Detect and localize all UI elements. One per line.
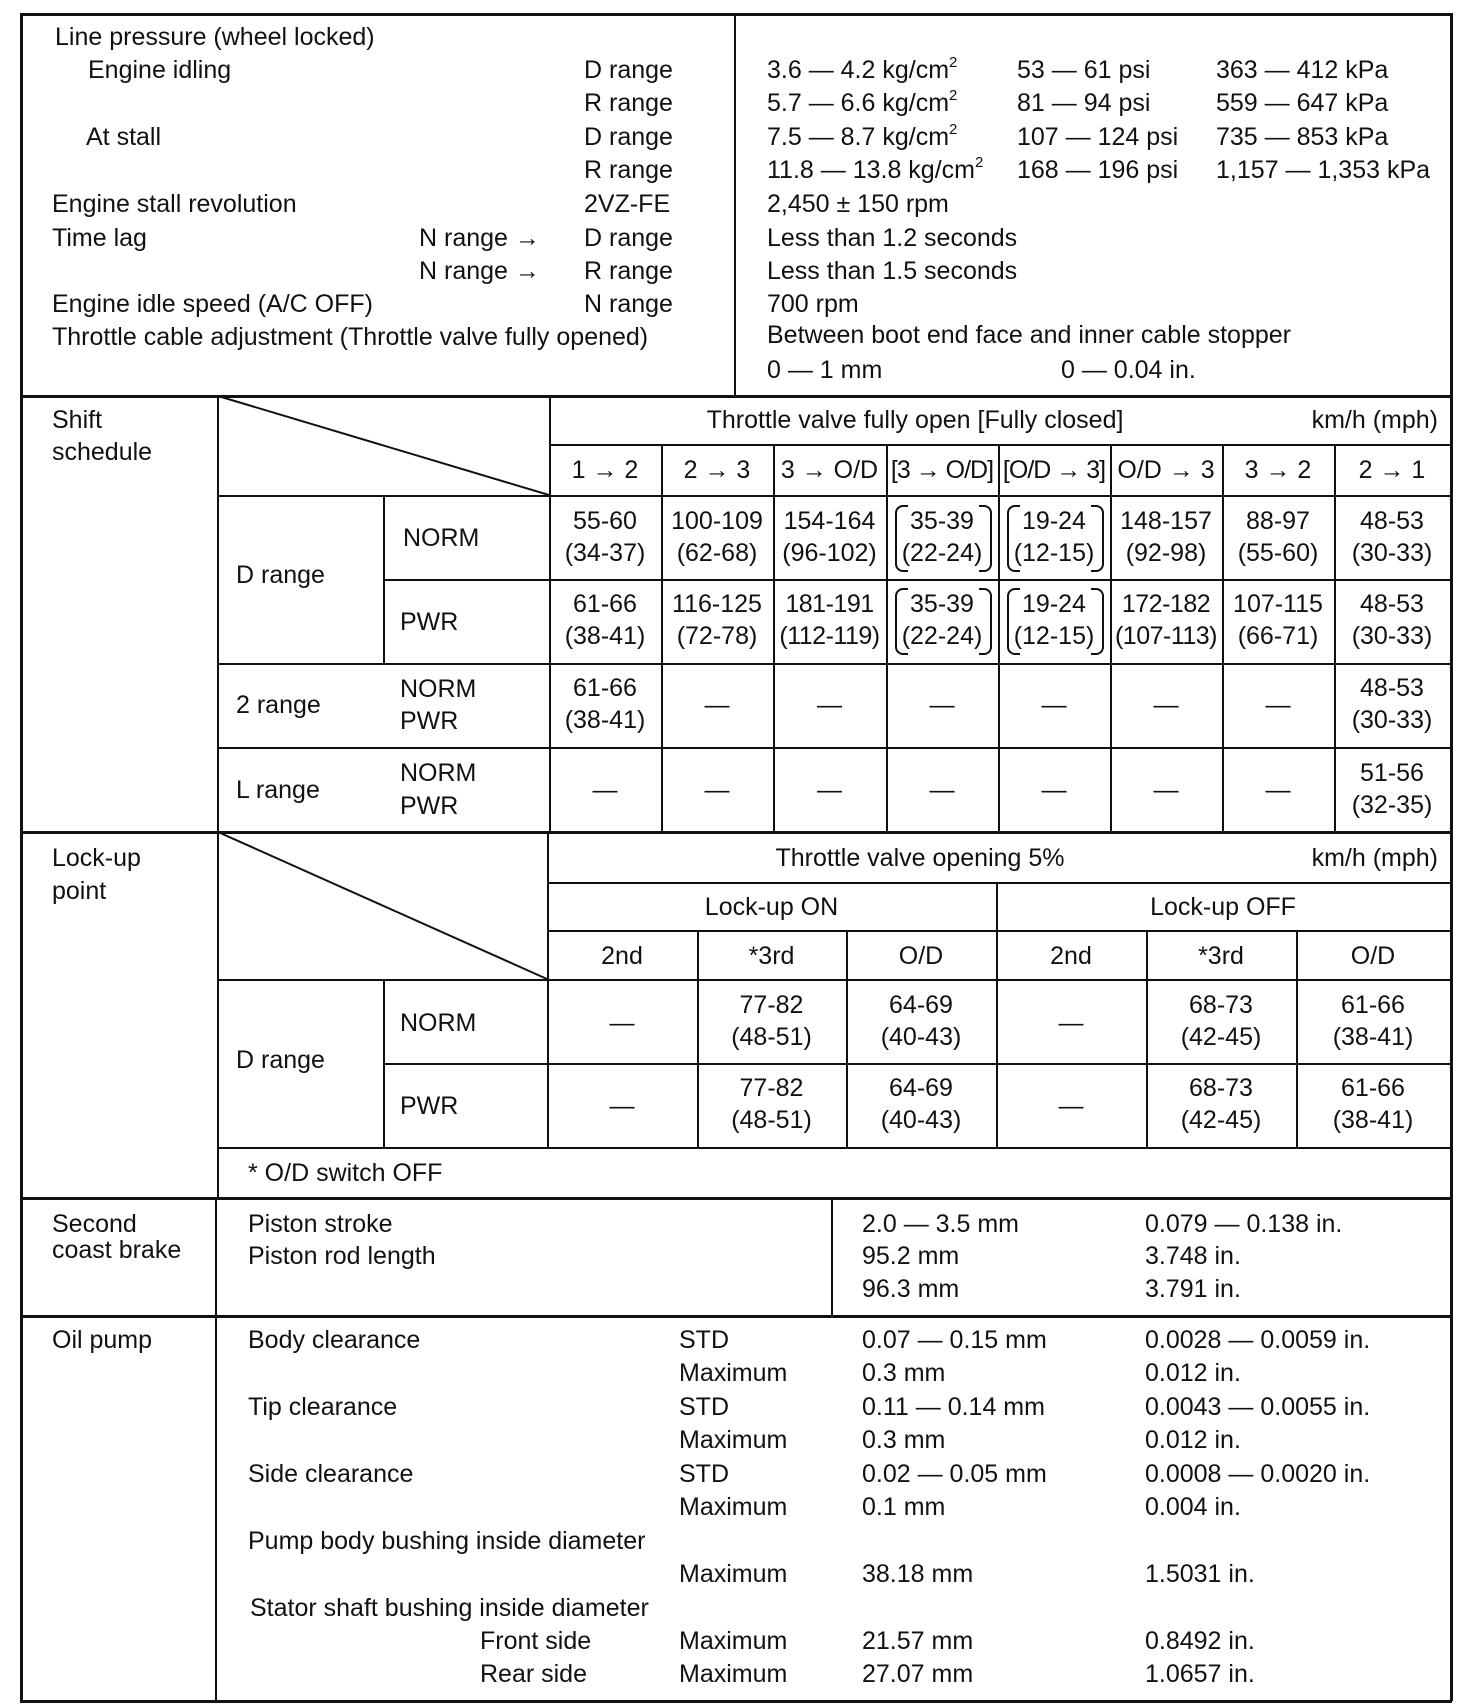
- shift-d-norm-kmh: 148-157: [1120, 507, 1212, 535]
- lockup-pwr-kmh: —: [609, 1092, 635, 1120]
- shift-d-pwr-cell: [773, 589, 886, 651]
- pump-stator-front-in: 0.8492 in.: [1145, 1627, 1255, 1655]
- idle-n-range: N range: [584, 290, 673, 318]
- lockup-pwr-label: PWR: [400, 1092, 459, 1120]
- bracket-left: [1007, 588, 1020, 655]
- lockup-norm-mph: (42-45): [1180, 1023, 1262, 1051]
- shift-2-mph: (38-41): [564, 706, 646, 734]
- brake-stroke-in: 0.079 — 0.138 in.: [1145, 1210, 1343, 1238]
- bracket-right: [979, 588, 992, 655]
- shift-col-header-6: O/D → 3: [1117, 456, 1215, 484]
- pump-stator-front-mm: 21.57 mm: [862, 1627, 974, 1655]
- lockup-d-range-label: D range: [236, 1046, 325, 1074]
- shift-d-norm-cell: [1222, 506, 1334, 568]
- lockup-norm-cell: [846, 990, 996, 1052]
- shift-d-pwr-mph: (22-24): [901, 622, 983, 650]
- lockup-pwr-cell: [697, 1073, 846, 1135]
- bracket-left: [895, 588, 908, 655]
- brake-label-1: Second: [52, 1210, 137, 1238]
- lockup-norm-cell: [1296, 990, 1450, 1052]
- lp-kg-3-sup: 2: [949, 120, 958, 138]
- brake-rod-mm-2: 96.3 mm: [862, 1275, 960, 1303]
- shift-d-pwr-cell: [1222, 589, 1334, 651]
- shift-d-range-label: D range: [236, 561, 325, 589]
- time-lag-d-range: D range: [584, 224, 673, 252]
- brake-stroke-label: Piston stroke: [248, 1210, 393, 1238]
- shift-d-norm-mph: (92-98): [1125, 539, 1207, 567]
- shift-d-norm-kmh: 19-24: [1022, 507, 1086, 535]
- shift-l-dash: —: [704, 776, 730, 804]
- shift-d-pwr-cell: [549, 589, 661, 651]
- pump-body-std-in: 0.0028 — 0.0059 in.: [1145, 1326, 1371, 1354]
- lockup-label-2: point: [52, 877, 107, 905]
- shift-l-dash: —: [1153, 776, 1179, 804]
- throttle-cable-in: 0 — 0.04 in.: [1061, 356, 1196, 384]
- shift-d-norm-cell: [661, 506, 773, 568]
- shift-d-pwr-mph: (12-15): [1013, 622, 1095, 650]
- shift-d-pwr-cell: [1334, 589, 1450, 651]
- lockup-note: * O/D switch OFF: [248, 1159, 443, 1187]
- lp-kg-1: [767, 55, 957, 85]
- lockup-col-header-4: 2nd: [1050, 942, 1092, 970]
- pump-side-max-mm: 0.1 mm: [862, 1493, 946, 1521]
- brake-rod-in-1: 3.748 in.: [1145, 1242, 1241, 1270]
- pump-bushing-in: 1.5031 in.: [1145, 1560, 1255, 1588]
- shift-d-norm-kmh: 55-60: [573, 507, 637, 535]
- pump-side-max: Maximum: [679, 1493, 788, 1521]
- lp-kg-4: [767, 155, 983, 185]
- brake-rod-label: Piston rod length: [248, 1242, 436, 1270]
- shift-d-norm-kmh: 100-109: [671, 507, 763, 535]
- lockup-norm-kmh: 77-82: [739, 991, 804, 1019]
- pump-stator-rear-label: Rear side: [480, 1660, 587, 1688]
- lockup-pwr-cell: [1296, 1073, 1450, 1135]
- stall-rev-value: 2,450 ± 150 rpm: [767, 190, 949, 218]
- lockup-label-1: Lock-up: [52, 844, 141, 872]
- pump-stator-front-label: Front side: [480, 1627, 592, 1655]
- shift-2-range-label: 2 range: [236, 691, 321, 719]
- shift-d-norm-mph: (62-68): [676, 539, 758, 567]
- lockup-unit: km/h (mph): [1311, 844, 1438, 872]
- lp-psi-1: 53 — 61 psi: [1017, 56, 1151, 84]
- shift-d-pwr-kmh: 19-24: [1022, 590, 1086, 618]
- shift-d-pwr-mph: (72-78): [676, 622, 758, 650]
- shift-d-pwr-kmh: 181-191: [785, 590, 874, 618]
- pump-bushing-label: Pump body bushing inside diameter: [248, 1527, 646, 1555]
- bracket-right: [979, 505, 992, 572]
- pump-label: Oil pump: [52, 1326, 153, 1354]
- pump-body-max-mm: 0.3 mm: [862, 1359, 946, 1387]
- shift-l-kmh: 51-56: [1360, 759, 1424, 787]
- shift-label-1: Shift: [52, 406, 103, 434]
- shift-d-norm-cell: [1110, 506, 1222, 568]
- shift-col-header-7: 3 → 2: [1244, 456, 1312, 484]
- lockup-norm-kmh: 68-73: [1189, 991, 1253, 1019]
- shift-d-pwr-kmh: 107-115: [1233, 590, 1323, 618]
- shift-l-dash: —: [817, 776, 842, 804]
- lp-psi-4: 168 — 196 psi: [1017, 156, 1179, 184]
- idle-speed-value: 700 rpm: [767, 290, 859, 318]
- pump-stator-rear-max: Maximum: [679, 1660, 788, 1688]
- pump-tip-label: Tip clearance: [248, 1393, 398, 1421]
- pump-tip-max-mm: 0.3 mm: [862, 1426, 946, 1454]
- pump-side-max-in: 0.004 in.: [1145, 1493, 1241, 1521]
- lockup-norm-mph: (40-43): [880, 1023, 962, 1051]
- lp-kg-2-text: 5.7 — 6.6 kg/cm: [767, 89, 950, 117]
- pump-tip-max: Maximum: [679, 1426, 788, 1454]
- shift-d-pwr-cell: [1110, 589, 1222, 651]
- time-lag-n-range-2: N range →: [419, 257, 540, 285]
- shift-2-dash: —: [1265, 691, 1291, 719]
- shift-l-mph: (32-35): [1351, 791, 1433, 819]
- lockup-pwr-kmh: 61-66: [1341, 1074, 1405, 1102]
- shift-d-norm-kmh: 48-53: [1360, 507, 1424, 535]
- shift-d-norm-mph: (30-33): [1351, 539, 1433, 567]
- pump-body-label: Body clearance: [248, 1326, 421, 1354]
- pump-bushing-mm: 38.18 mm: [862, 1560, 974, 1588]
- lockup-pwr-mph: (48-51): [731, 1106, 812, 1134]
- engine-idling-label: Engine idling: [88, 56, 232, 84]
- shift-2-pwr-label: PWR: [400, 707, 459, 735]
- shift-2-kmh: 61-66: [573, 674, 637, 702]
- shift-d-pwr-kmh: 48-53: [1360, 590, 1424, 618]
- shift-diagonal: [218, 396, 549, 495]
- shift-l-dash: —: [929, 776, 955, 804]
- lockup-norm-mph: (38-41): [1332, 1023, 1414, 1051]
- lockup-col-header-3: O/D: [898, 942, 944, 970]
- lockup-norm-kmh: —: [1058, 1009, 1084, 1037]
- shift-d-norm-kmh: 88-97: [1246, 507, 1310, 535]
- line-pressure-label: Line pressure (wheel locked): [55, 23, 375, 51]
- shift-2-kmh: 48-53: [1360, 674, 1424, 702]
- shift-2-dash: —: [1041, 691, 1067, 719]
- time-lag-n-range-1: N range →: [419, 224, 540, 252]
- shift-unit: km/h (mph): [1311, 406, 1438, 434]
- lockup-pwr-kmh: 68-73: [1189, 1074, 1253, 1102]
- lockup-on-header: Lock-up ON: [704, 893, 839, 921]
- lp-kg-1-text: 3.6 — 4.2 kg/cm: [767, 56, 950, 84]
- shift-d-pwr-mph: (66-71): [1237, 622, 1319, 650]
- lockup-norm-cell: [1146, 990, 1296, 1052]
- idle-speed-label: Engine idle speed (A/C OFF): [52, 290, 373, 318]
- bracket-left: [895, 505, 908, 572]
- pump-side-label: Side clearance: [248, 1460, 414, 1488]
- shift-col-header-8: 2 → 1: [1358, 456, 1426, 484]
- brake-stroke-mm: 2.0 — 3.5 mm: [862, 1210, 1019, 1238]
- lockup-pwr-cell: [1146, 1073, 1296, 1135]
- pump-tip-std-in: 0.0043 — 0.0055 in.: [1145, 1393, 1371, 1421]
- shift-l-norm-label: NORM: [400, 759, 477, 787]
- shift-l-cell: [1334, 758, 1450, 820]
- lockup-norm-kmh: —: [609, 1009, 635, 1037]
- time-lag-d-value: Less than 1.2 seconds: [767, 224, 1018, 252]
- stall-rev-label: Engine stall revolution: [52, 190, 297, 218]
- shift-d-pwr-mph: (30-33): [1351, 622, 1433, 650]
- shift-l-dash: —: [1265, 776, 1291, 804]
- lockup-pwr-cell: [547, 1091, 697, 1121]
- pump-side-std-mm: 0.02 — 0.05 mm: [862, 1460, 1047, 1488]
- shift-d-pwr-mph: (38-41): [564, 622, 646, 650]
- lp-kg-2: [767, 88, 957, 118]
- at-stall-label: At stall: [86, 123, 162, 151]
- throttle-cable-mm: 0 — 1 mm: [767, 356, 883, 384]
- time-lag-r-value: Less than 1.5 seconds: [767, 257, 1018, 285]
- lp-kg-4-sup: 2: [974, 153, 984, 171]
- lockup-norm-mph: (48-51): [731, 1023, 812, 1051]
- shift-2-mph: (30-33): [1351, 706, 1433, 734]
- throttle-cable-desc: Between boot end face and inner cable stopper: [767, 321, 1291, 349]
- shift-col-header-1: 1 → 2: [571, 456, 639, 484]
- lockup-norm-kmh: 61-66: [1341, 991, 1405, 1019]
- pump-tip-std: STD: [679, 1393, 729, 1421]
- shift-2-cell: [549, 673, 661, 735]
- stall-r-range: R range: [584, 156, 673, 184]
- shift-d-pwr-mph: (107-113): [1114, 622, 1218, 650]
- pump-stator-rear-mm: 27.07 mm: [862, 1660, 974, 1688]
- shift-l-dash: —: [1041, 776, 1067, 804]
- shift-col-header-3: 3 → O/D: [780, 456, 879, 484]
- bracket-right: [1091, 588, 1104, 655]
- shift-2-dash: —: [817, 691, 842, 719]
- shift-col-header-2: 2 → 3: [683, 456, 751, 484]
- shift-l-range-label: L range: [236, 776, 320, 804]
- lockup-pwr-cell: [996, 1091, 1146, 1121]
- shift-2-dash: —: [704, 691, 730, 719]
- shift-d-norm-mph: (34-37): [564, 539, 646, 567]
- bracket-left: [1007, 505, 1020, 572]
- shift-col-header-4: [3 → O/D]: [890, 456, 994, 484]
- shift-d-pwr-cell: [661, 589, 773, 651]
- shift-d-pwr-kmh: 172-182: [1121, 590, 1211, 618]
- pump-bushing-max: Maximum: [679, 1560, 788, 1588]
- lp-kpa-1: 363 — 412 kPa: [1216, 56, 1389, 84]
- shift-d-pwr-label: PWR: [400, 608, 459, 636]
- idling-d-range: D range: [584, 56, 673, 84]
- bracket-right: [1091, 505, 1104, 572]
- shift-d-norm-cell: [1334, 506, 1450, 568]
- lockup-off-header: Lock-up OFF: [1150, 893, 1296, 921]
- lockup-norm-label: NORM: [400, 1009, 477, 1037]
- pump-tip-std-mm: 0.11 — 0.14 mm: [862, 1393, 1045, 1421]
- brake-rod-in-2: 3.791 in.: [1145, 1275, 1241, 1303]
- lp-kpa-3: 735 — 853 kPa: [1216, 123, 1389, 151]
- pump-body-max-in: 0.012 in.: [1145, 1359, 1241, 1387]
- shift-d-norm-kmh: 154-164: [783, 507, 876, 535]
- shift-d-norm-mph: (96-102): [782, 539, 877, 567]
- pump-tip-max-in: 0.012 in.: [1145, 1426, 1241, 1454]
- lockup-norm-cell: [996, 1008, 1146, 1038]
- shift-l-dash: —: [592, 776, 618, 804]
- shift-d-norm-kmh: 35-39: [910, 507, 974, 535]
- pump-side-std-in: 0.0008 — 0.0020 in.: [1145, 1460, 1371, 1488]
- lp-kg-3-text: 7.5 — 8.7 kg/cm: [767, 123, 950, 151]
- idling-r-range: R range: [584, 89, 673, 117]
- shift-d-norm-mph: (12-15): [1013, 539, 1095, 567]
- lp-kpa-4: 1,157 — 1,353 kPa: [1216, 156, 1431, 184]
- shift-col-header-5: [O/D → 3]: [1002, 456, 1106, 484]
- pump-stator-front-max: Maximum: [679, 1627, 788, 1655]
- pump-stator-label: Stator shaft bushing inside diameter: [250, 1594, 649, 1622]
- lockup-norm-kmh: 64-69: [889, 991, 953, 1019]
- shift-2-norm-label: NORM: [400, 675, 477, 703]
- lockup-pwr-kmh: —: [1058, 1092, 1084, 1120]
- lockup-pwr-mph: (38-41): [1332, 1106, 1414, 1134]
- time-lag-r-range: R range: [584, 257, 673, 285]
- shift-2-cell: [1334, 673, 1450, 735]
- shift-label-2: schedule: [52, 438, 153, 466]
- shift-2-dash: —: [929, 691, 955, 719]
- shift-d-norm-label: NORM: [403, 524, 480, 552]
- lp-kg-1-sup: 2: [949, 53, 958, 71]
- lp-kg-4-text: 11.8 — 13.8 kg/cm: [767, 156, 975, 184]
- shift-d-norm-mph: (22-24): [901, 539, 983, 567]
- lockup-pwr-mph: (42-45): [1180, 1106, 1262, 1134]
- shift-d-pwr-kmh: 35-39: [910, 590, 974, 618]
- stall-rev-engine: 2VZ-FE: [584, 190, 671, 218]
- stall-d-range: D range: [584, 123, 673, 151]
- lockup-col-header-2: *3rd: [748, 942, 795, 970]
- lockup-header: Throttle valve opening 5%: [775, 844, 1065, 872]
- shift-2-dash: —: [1153, 691, 1179, 719]
- throttle-cable-label: Throttle cable adjustment (Throttle valve fully opened): [52, 323, 649, 351]
- lockup-col-header-6: O/D: [1350, 942, 1396, 970]
- lockup-norm-cell: [547, 1008, 697, 1038]
- pump-stator-rear-in: 1.0657 in.: [1145, 1660, 1255, 1688]
- brake-label-2: coast brake: [52, 1236, 182, 1264]
- lockup-norm-cell: [697, 990, 846, 1052]
- lockup-col-header-1: 2nd: [601, 942, 643, 970]
- shift-header: Throttle valve fully open [Fully closed]: [706, 406, 1124, 434]
- lp-psi-3: 107 — 124 psi: [1017, 123, 1179, 151]
- lockup-diagonal: [218, 832, 547, 979]
- pump-body-max: Maximum: [679, 1359, 788, 1387]
- lp-psi-2: 81 — 94 psi: [1017, 89, 1151, 117]
- shift-d-norm-cell: [549, 506, 661, 568]
- lockup-pwr-mph: (40-43): [880, 1106, 962, 1134]
- pump-body-std: STD: [679, 1326, 729, 1354]
- lp-kpa-2: 559 — 647 kPa: [1216, 89, 1389, 117]
- lockup-pwr-cell: [846, 1073, 996, 1135]
- brake-rod-mm-1: 95.2 mm: [862, 1242, 960, 1270]
- shift-d-norm-mph: (55-60): [1237, 539, 1319, 567]
- shift-l-pwr-label: PWR: [400, 792, 459, 820]
- time-lag-label: Time lag: [52, 224, 147, 252]
- lockup-pwr-kmh: 64-69: [889, 1074, 953, 1102]
- shift-d-pwr-kmh: 116-125: [672, 590, 762, 618]
- shift-d-pwr-kmh: 61-66: [573, 590, 637, 618]
- pump-body-std-mm: 0.07 — 0.15 mm: [862, 1326, 1047, 1354]
- lockup-pwr-kmh: 77-82: [739, 1074, 804, 1102]
- shift-d-norm-cell: [773, 506, 886, 568]
- lockup-col-header-5: *3rd: [1198, 942, 1244, 970]
- shift-d-pwr-mph: (112-119): [779, 622, 880, 650]
- lp-kg-2-sup: 2: [949, 86, 958, 104]
- lp-kg-3: [767, 122, 957, 152]
- pump-side-std: STD: [679, 1460, 729, 1488]
